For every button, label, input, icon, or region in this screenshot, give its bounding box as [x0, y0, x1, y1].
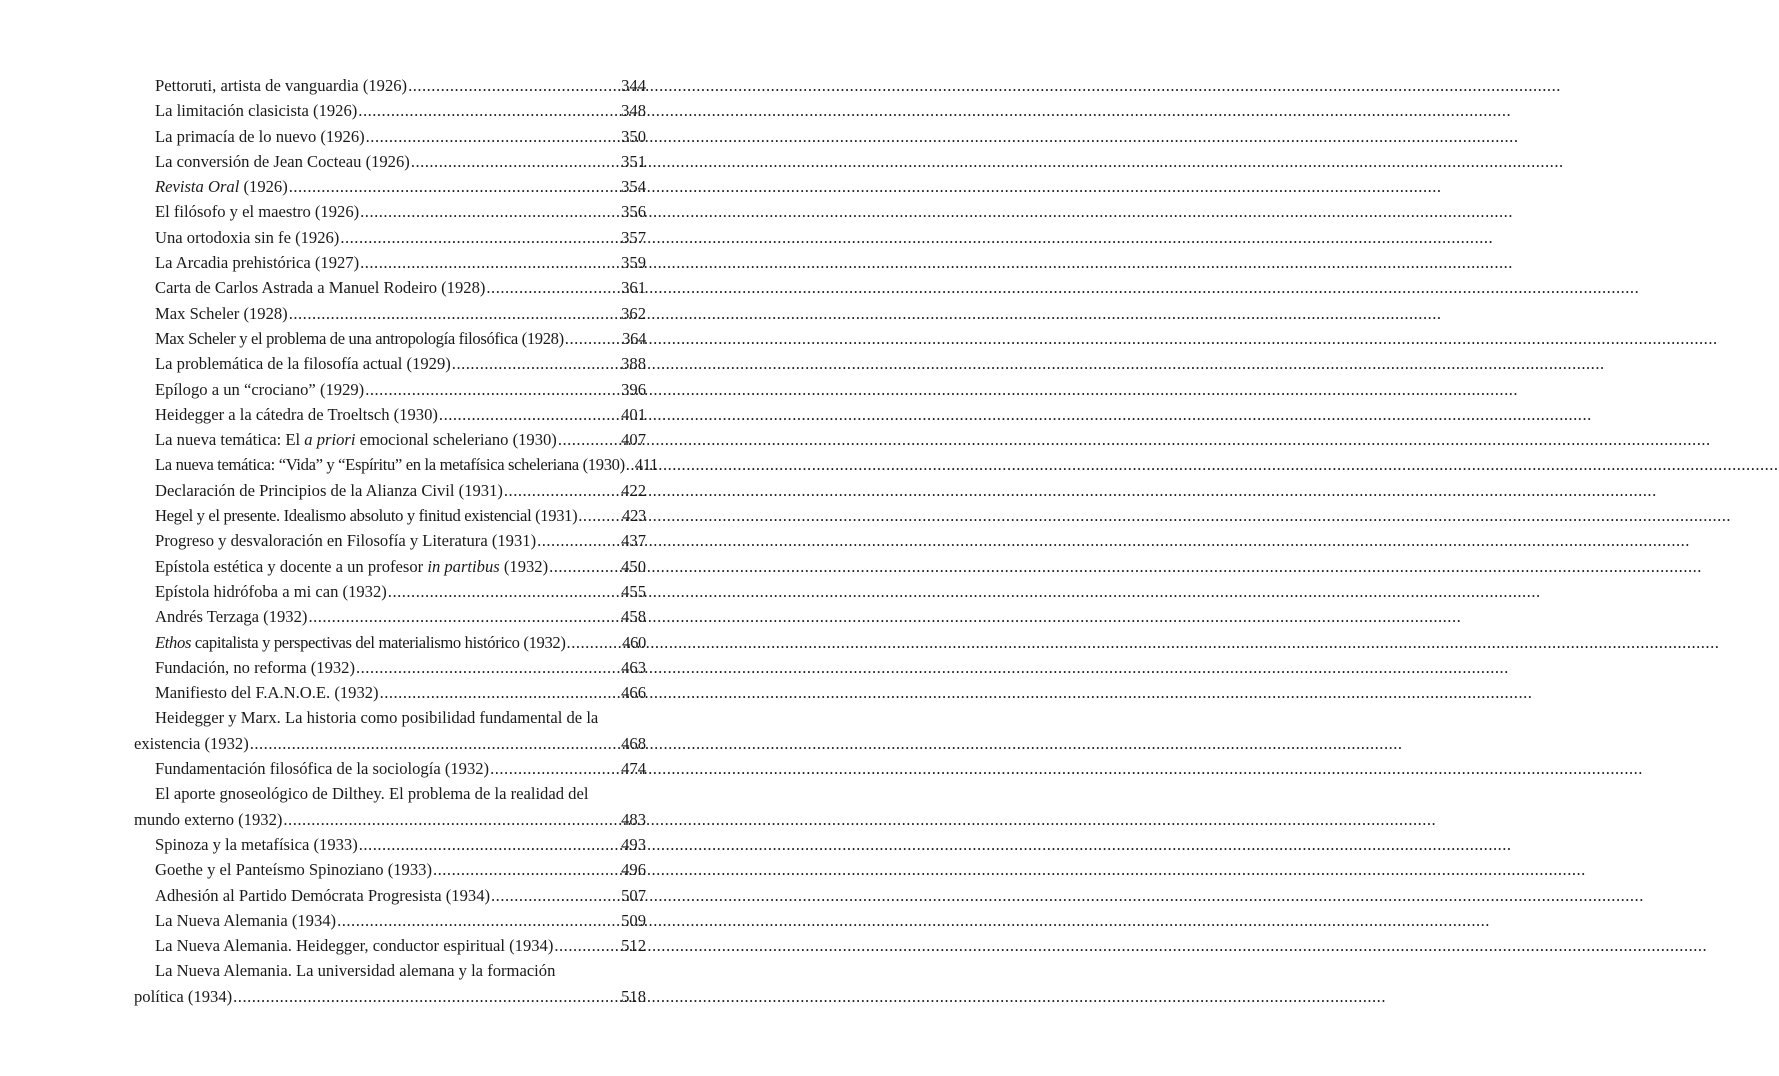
dot-leader — [537, 528, 620, 553]
toc-entry-page-number: 344 — [621, 76, 646, 95]
dot-leader — [558, 427, 620, 452]
toc-entry — [134, 377, 646, 402]
dot-leader — [340, 225, 620, 250]
toc-entry-page-number: 450 — [621, 556, 646, 576]
toc-entry-title: La Nueva Alemania (1934) — [155, 910, 337, 930]
toc-entry-title: Max Scheler (1928) — [155, 303, 288, 323]
dot-leader — [233, 984, 620, 1009]
toc-entry-page-number: 359 — [621, 253, 646, 273]
toc-entry-title: Fundación, no reforma (1932) — [155, 657, 355, 677]
toc-entry-page-number: 483 — [621, 809, 646, 829]
toc-entry-title: (1926) — [239, 177, 288, 197]
toc-entry-title: Heidegger a la cátedra de Troeltsch (1930) — [155, 404, 438, 424]
dot-leader — [388, 579, 620, 604]
toc-entry — [134, 250, 646, 275]
toc-entry — [134, 554, 646, 579]
toc-entry — [134, 528, 646, 553]
toc-entry — [134, 73, 646, 98]
toc-entry — [134, 781, 646, 832]
toc-entry — [134, 199, 646, 224]
dot-leader — [380, 680, 621, 705]
toc-entry — [134, 402, 646, 427]
toc-entry-page-number: 348 — [621, 101, 646, 121]
toc-entry-title-prefix: Epístola estética y docente a un profesor — [155, 556, 428, 576]
toc-entry — [134, 149, 646, 174]
dot-leader — [486, 275, 620, 300]
dot-leader — [408, 73, 620, 98]
dot-leader — [366, 124, 620, 149]
toc-entry — [134, 705, 646, 756]
dot-leader — [578, 503, 621, 528]
toc-entry — [134, 503, 646, 528]
toc-entry-page-number: 518 — [621, 986, 646, 1006]
toc-entry-page-number: 388 — [621, 354, 646, 374]
toc-entry-title-italic: Revista Oral — [155, 177, 240, 197]
toc-entry-title: Adhesión al Partido Demócrata Progresista (1934) — [155, 885, 491, 905]
toc-entry-page-number: 423 — [622, 506, 646, 526]
toc-entry-title: Manifiesto del F.A.N.O.E. (1932) — [155, 683, 379, 703]
toc-entry-title: Pettoruti, artista de vanguardia (1926) — [155, 76, 408, 95]
toc-entry-title: Heidegger y Marx. La historia como posibilidad fundamental de la — [155, 708, 599, 728]
toc-entry-page-number: 512 — [621, 936, 646, 956]
toc-entry-page-number: 422 — [621, 480, 646, 500]
toc-entry-page-number: 493 — [621, 834, 646, 854]
dot-leader — [491, 883, 620, 908]
toc-entry — [134, 958, 646, 1009]
toc-entry-title: El aporte gnoseológico de Dilthey. El problema de la realidad del — [155, 784, 589, 804]
toc-entry-page-number: 411 — [634, 455, 658, 475]
toc-entry-page-number: 466 — [621, 683, 646, 703]
dot-leader — [289, 301, 620, 326]
dot-leader — [554, 933, 620, 958]
toc-entry — [134, 604, 646, 629]
toc-entry — [134, 98, 646, 123]
toc-entry — [134, 478, 646, 503]
toc-entry — [134, 124, 646, 149]
toc-entry-page-number: 351 — [621, 151, 646, 171]
toc-entry-title-italic: a priori — [304, 430, 356, 450]
toc-entry — [134, 579, 646, 604]
toc-entry-title: La Arcadia prehistórica (1927) — [155, 253, 360, 273]
dot-leader — [356, 655, 620, 680]
toc-entry-page-number: 354 — [621, 177, 646, 197]
toc-entry-title-continuation: mundo externo (1932) — [134, 809, 283, 829]
toc-entry — [134, 756, 646, 781]
toc-entry-title: Fundamentación filosófica de la sociología (1932) — [155, 759, 490, 779]
toc-entry-page-number: 509 — [621, 910, 646, 930]
dot-leader — [490, 756, 620, 781]
toc-entry-title: La conversión de Jean Cocteau (1926) — [155, 151, 410, 171]
toc-entry-title: La primacía de lo nuevo (1926) — [155, 126, 365, 146]
toc-entry-title: El filósofo y el maestro (1926) — [155, 202, 360, 222]
toc-entry-title-prefix: La nueva temática: El — [155, 430, 305, 450]
toc-entry-title: Una ortodoxia sin fe (1926) — [155, 227, 340, 247]
toc-entry-page-number: 460 — [622, 632, 646, 652]
dot-leader — [289, 174, 620, 199]
toc-entry-title: (1932) — [499, 556, 549, 576]
toc-entry-title: Andrés Terzaga (1932) — [155, 607, 308, 627]
toc-entry-title: La nueva temática: “Vida” y “Espíritu” en la metafísica scheleriana (1930) — [155, 455, 625, 475]
dot-leader — [504, 478, 620, 503]
dot-leader — [358, 98, 620, 123]
dot-leader — [439, 402, 620, 427]
toc-entry-page-number: 463 — [621, 657, 646, 677]
dot-leader — [411, 149, 620, 174]
toc-entry-title: La limitación clasicista (1926) — [155, 101, 358, 121]
dot-leader — [250, 731, 620, 756]
toc-entry-title-italic: in partibus — [427, 556, 500, 576]
toc-entry-title: Progreso y desvaloración en Filosofía y Literatura (1931) — [155, 531, 537, 551]
toc-entry-page-number: 496 — [621, 860, 646, 880]
toc-entry-page-number: 401 — [621, 404, 646, 424]
toc-entry-page-number: 357 — [621, 227, 646, 247]
toc-entry-page-number: 350 — [621, 126, 646, 146]
toc-entry-page-number: 407 — [621, 430, 646, 450]
toc-entry-title: La Nueva Alemania. Heidegger, conductor espiritual (1934) — [155, 936, 554, 956]
dot-leader — [565, 326, 621, 351]
toc-entry — [134, 351, 646, 376]
toc-entry-title: Epístola hidrófoba a mi can (1932) — [155, 581, 387, 601]
dot-leader — [626, 452, 634, 477]
toc-entry-title: Goethe y el Panteísmo Spinoziano (1933) — [155, 860, 432, 880]
toc-entry — [134, 908, 646, 933]
toc-entry-page-number: 356 — [621, 202, 646, 222]
dot-leader — [360, 199, 620, 224]
toc-entry-title: Carta de Carlos Astrada a Manuel Rodeiro (1928) — [155, 278, 486, 298]
dot-leader — [359, 832, 620, 857]
toc-entry-page-number: 437 — [621, 531, 646, 551]
dot-leader — [549, 554, 620, 579]
toc-entry — [134, 832, 646, 857]
toc-entry-title: Max Scheler y el problema de una antropología filosófica (1928) — [155, 328, 564, 348]
dot-leader — [365, 377, 620, 402]
toc-entry — [134, 680, 646, 705]
toc-entry-title: La problemática de la filosofía actual (1929) — [155, 354, 451, 374]
toc-entry — [134, 174, 646, 199]
dot-leader — [283, 807, 620, 832]
toc-entry-page-number: 474 — [621, 759, 646, 779]
toc-entry-title: Hegel y el presente. Idealismo absoluto y finitud existencial (1931) — [155, 506, 578, 526]
toc-entry-title: Spinoza y la metafísica (1933) — [155, 834, 358, 854]
toc-entry-page-number: 396 — [621, 379, 646, 399]
toc-entry-page-number: 455 — [621, 581, 646, 601]
toc-entry — [134, 301, 646, 326]
toc-entry-page-number: 364 — [622, 328, 646, 348]
toc-entry — [134, 857, 646, 882]
toc-entry — [134, 326, 646, 351]
toc-entry — [134, 427, 646, 452]
toc-entry-page-number: 362 — [621, 303, 646, 323]
table-of-contents — [134, 73, 658, 1009]
toc-entry-title: La Nueva Alemania. La universidad alemana y la formación — [155, 961, 556, 981]
toc-entry-page-number: 458 — [621, 607, 646, 627]
book-page — [0, 0, 768, 1076]
toc-entry — [134, 452, 658, 477]
toc-entry — [134, 655, 646, 680]
dot-leader — [452, 351, 620, 376]
dot-leader — [308, 604, 620, 629]
toc-entry-title: emocional scheleriano (1930) — [355, 430, 557, 450]
toc-entry-page-number: 507 — [621, 885, 646, 905]
toc-entry — [134, 225, 646, 250]
toc-entry-page-number: 468 — [621, 733, 646, 753]
toc-entry-title: capitalista y perspectivas del materialismo histórico (1932) — [191, 632, 566, 652]
toc-entry — [134, 883, 646, 908]
toc-entry-title-italic: Ethos — [155, 632, 192, 652]
dot-leader — [567, 630, 622, 655]
toc-entry-title: Declaración de Principios de la Alianza Civil (1931) — [155, 480, 503, 500]
toc-entry — [134, 630, 646, 655]
dot-leader — [337, 908, 620, 933]
dot-leader — [360, 250, 620, 275]
toc-entry-page-number: 361 — [621, 278, 646, 298]
dot-leader — [433, 857, 620, 882]
toc-entry-title-continuation: política (1934) — [134, 986, 233, 1006]
toc-entry-title-continuation: existencia (1932) — [134, 733, 249, 753]
toc-entry-title: Epílogo a un “crociano” (1929) — [155, 379, 365, 399]
toc-entry — [134, 275, 646, 300]
toc-entry — [134, 933, 646, 958]
